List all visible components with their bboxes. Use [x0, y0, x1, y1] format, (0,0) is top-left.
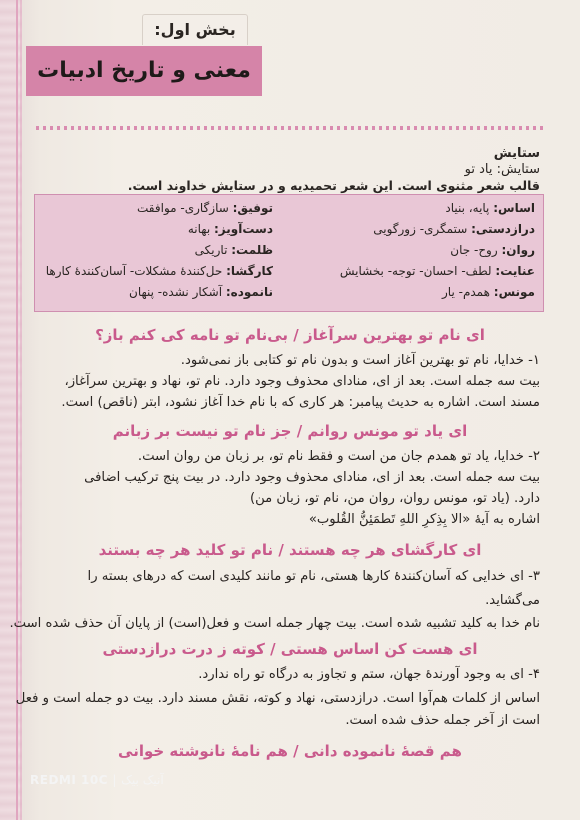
- chapter-title: معنی و تاریخ ادبیات: [26, 46, 262, 96]
- paragraph-line: می‌گشاید.: [485, 593, 540, 608]
- vocab-definition: لطف- احسان- توجه- بخشایش: [339, 264, 496, 278]
- vocab-definition: آشکار نشده- پنهان: [129, 285, 226, 299]
- watermark-separator: |: [108, 773, 122, 787]
- verse-heading: ای هست کن اساس هستی / کوته ز درت درازدستی: [102, 640, 478, 658]
- paragraph-line: ۱- خدایا، نام تو بهترین آغاز است و بدون نام تو کتابی باز نمی‌شود.: [180, 353, 540, 368]
- paragraph-line: مسند است. اشاره به حدیث پیامبر: هر کاری که با نام خدا آغاز نشود، ابتر (ناقص) است.: [61, 395, 540, 410]
- paragraph-line: ۳- ای خدایی که آسان‌کنندهٔ کارها هستی، نام تو مانند کلیدی است که درهای بسته را: [87, 569, 540, 584]
- vocab-item: [275, 199, 535, 220]
- vocab-term: نانموده:: [225, 285, 273, 299]
- lesson-subtitle: ستایش: یاد تو: [464, 162, 540, 177]
- vocab-definition: ستمگری- زورگویی: [373, 222, 472, 236]
- vocab-term: کارگشا:: [226, 264, 273, 278]
- vocabulary-column-left: [41, 199, 273, 304]
- paragraph-line: نام خدا به کلید تشبیه شده است. بیت چهار جمله است و فعل(است) از پایان آن حذف شده است.: [9, 616, 540, 631]
- vocab-term: روان:: [501, 243, 535, 257]
- paragraph-line: اشاره به آیهٔ «الا بِذِکرِ اللهِ تَطمَئِنُّ القُلوب»: [308, 512, 540, 527]
- vocab-definition: بهانه: [187, 222, 214, 236]
- verse-heading: ای کارگشای هر چه هستند / نام تو کلید هر چه بستند: [98, 541, 482, 559]
- vocab-definition: روح- جان: [450, 243, 502, 257]
- vocab-definition: تاریکی: [194, 243, 232, 257]
- vocab-term: عنایت:: [495, 264, 535, 278]
- verse-heading: هم قصهٔ نانموده دانی / هم نامهٔ نانوشته خوانی: [118, 742, 462, 760]
- vocab-definition: همدم- یار: [442, 285, 494, 299]
- verse-heading: ای نام تو بهترین سرآغاز / بی‌نام تو نامه کی کنم باز؟: [95, 326, 485, 344]
- vocab-item: [275, 241, 535, 262]
- vocab-definition: حل‌کنندهٔ مشکلات- آسان‌کنندهٔ کارها: [45, 264, 227, 278]
- vocab-definition: سازگاری- موافقت: [137, 201, 233, 215]
- decorative-stripe: [36, 126, 544, 130]
- paragraph-line: بیت سه جمله است. بعد از ای، منادای محذوف وجود دارد. نام تو، نهاد و بهترین سرآغاز،: [64, 374, 540, 389]
- vocab-item: [275, 262, 535, 283]
- vocab-term: درازدستی:: [471, 222, 535, 236]
- chapter-header: [26, 12, 262, 96]
- paragraph-line: بیت سه جمله است. بعد از ای، منادای محذوف وجود دارد. در بیت پنج ترکیب اضافی: [84, 470, 540, 485]
- vocab-term: ظلمت:: [231, 243, 273, 257]
- vocab-term: دست‌آویز:: [213, 222, 273, 236]
- section-label: بخش اول:: [142, 14, 248, 45]
- vocab-item: [41, 199, 273, 220]
- vocab-item: [41, 220, 273, 241]
- vocab-item: [41, 262, 273, 283]
- vocab-term: مونس:: [493, 285, 535, 299]
- vocab-item: [275, 283, 535, 304]
- watermark-caption: آنیک بیک: [121, 773, 164, 787]
- lesson-topic: ستایش: [493, 146, 540, 161]
- vocab-term: توفیق:: [232, 201, 273, 215]
- paragraph-line: ۲- خدایا، یاد تو همدم جان من است و فقط نام تو، بر زبان من روان است.: [137, 449, 540, 464]
- vocab-item: [41, 283, 273, 304]
- vocabulary-box: [34, 194, 544, 312]
- watermark-brand: REDMI 10C: [30, 773, 108, 787]
- vocab-term: اساس:: [493, 201, 535, 215]
- poem-form-note: قالب شعر مثنوی است. این شعر تحمیدیه و در ستایش خداوند است.: [127, 178, 540, 193]
- vocab-item: [275, 220, 535, 241]
- vocab-item: [41, 241, 273, 262]
- paragraph-line: اساس از کلمات هم‌آوا است. درازدستی، نهاد و کوته، نقش مسند دارد. بیت دو جمله است و فعل: [15, 691, 540, 706]
- verse-heading: ای یاد تو مونس روانم / جز نام تو نیست بر زبانم: [112, 422, 468, 440]
- paragraph-line: است از آخر جمله حذف شده است.: [345, 713, 540, 728]
- vocabulary-column-right: [275, 199, 535, 304]
- vocab-definition: پایه، بنیاد: [445, 201, 494, 215]
- camera-watermark: [30, 773, 164, 787]
- paragraph-line: ۴- ای به وجود آورندهٔ جهان، ستم و تجاوز به درگاه تو راه ندارد.: [198, 667, 540, 682]
- paragraph-line: دارد. (یاد تو، مونس روان، روان من، نام تو، زبان من): [249, 491, 540, 506]
